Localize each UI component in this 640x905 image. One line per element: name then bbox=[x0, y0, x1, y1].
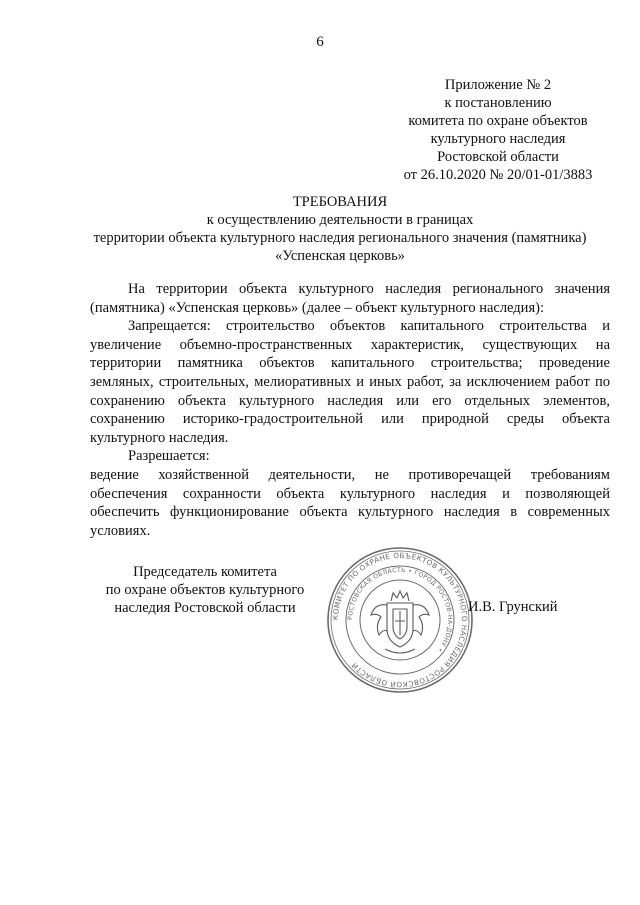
appendix-line: к постановлению bbox=[444, 95, 552, 111]
signer-title-line: по охране объектов культурного bbox=[105, 582, 305, 598]
allowed-paragraph: ведение хозяйственной деятельности, не противоречащей требованиям обеспечения сохранности объекта культурного наследия и позволяющей обеспечить функционирование объекта культурного наследия в современных условиях. bbox=[90, 466, 610, 539]
prohibited-paragraph: Запрещается: строительство объектов капитального строительства и увеличение объемно-пространственных характеристик, существующих на территории памятника объектов капитального строительства; проведение земляных, строительных, мелиоративных и иных работ, за исключением работ по сохранению объекта культурного наследия или его отдельных элементов, сохранению историко-градостроительной или природной среды объекта культурного наследия. bbox=[90, 318, 610, 446]
official-seal bbox=[325, 545, 475, 695]
appendix-header bbox=[380, 76, 616, 184]
intro-paragraph: На территории объекта культурного наследия регионального значения (памятника) «Успенская церковь» (далее – объект культурного наследия): bbox=[90, 281, 610, 316]
document-title bbox=[40, 193, 640, 265]
title-line: «Успенская церковь» bbox=[275, 248, 405, 264]
signer-title-line: наследия Ростовской области bbox=[114, 600, 296, 616]
title-line: территории объекта культурного наследия регионального значения (памятника) bbox=[93, 230, 587, 246]
signer-name: И.В. Грунский bbox=[468, 599, 558, 615]
seal-outer-text: КОМИТЕТ ПО ОХРАНЕ ОБЪЕКТОВ КУЛЬТУРНОГО НАСЛЕДИЯ РОСТОВСКОЙ ОБЛАСТИ bbox=[330, 550, 470, 690]
title-heading: ТРЕБОВАНИЯ bbox=[292, 194, 388, 210]
appendix-line: Ростовской области bbox=[437, 149, 559, 165]
appendix-line: комитета по охране объектов bbox=[408, 113, 588, 129]
title-line: к осуществлению деятельности в границах bbox=[206, 212, 474, 228]
appendix-line: от 26.10.2020 № 20/01-01/3883 bbox=[403, 167, 593, 183]
page-number: 6 bbox=[316, 34, 324, 50]
appendix-line: культурного наследия bbox=[430, 131, 566, 147]
appendix-line: Приложение № 2 bbox=[444, 77, 552, 93]
document-body bbox=[90, 280, 610, 540]
coat-of-arms-icon bbox=[371, 591, 429, 653]
signer-title bbox=[60, 563, 350, 617]
signer-title-line: Председатель комитета bbox=[133, 564, 277, 580]
seal-inner-text: РОСТОВСКАЯ ОБЛАСТЬ • ГОРОД РОСТОВ-НА-ДОНУ • bbox=[346, 566, 454, 654]
allowed-heading: Разрешается: bbox=[128, 448, 210, 465]
